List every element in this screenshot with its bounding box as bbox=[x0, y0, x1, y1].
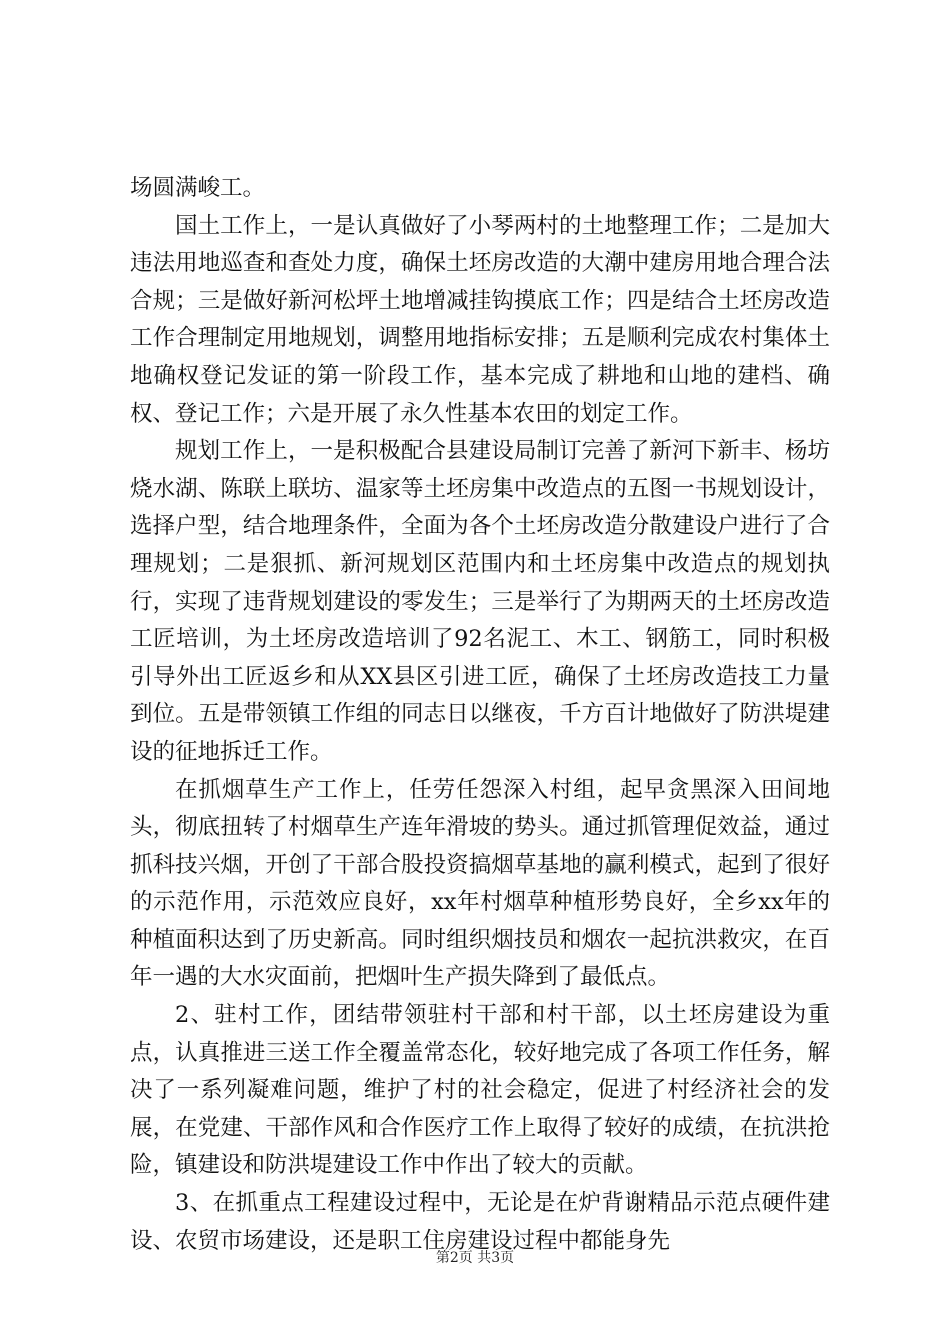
paragraph-continuation: 场圆满峻工。 bbox=[130, 175, 266, 201]
paragraph-village-work: 2、驻村工作，团结带领驻村干部和村干部，以土坯房建设为重点，认真推进三送工作全覆盖常态化，较好地完成了各项工作任务，解决了一系列凝难问题，维护了村的社会稳定，促进了村经济社会的发展，在党建、干部作风和合作医疗工作上取得了较好的成绩，在抗洪抢险，镇建设和防洪堤建设工作中作出了较大的贡献。 bbox=[130, 1002, 830, 1179]
document-body bbox=[130, 170, 830, 1260]
paragraph-planning-work: 规划工作上，一是积极配合县建设局制订完善了新河下新丰、杨坊烧水湖、陈联上联坊、温家等土坯房集中改造点的五图一书规划设计，选择户型，结合地理条件，全面为各个土坯房改造分散建设户进行了合理规划；二是狠抓、新河规划区范围内和土坯房集中改造点的规划执行，实现了违背规划建设的零发生；三是举行了为期两天的土坯房改造工匠培训，为土坯房改造培训了92名泥工、木工、钢筋工，同时积极引导外出工匠返乡和从XX县区引进工匠，确保了土坯房改造技工力量到位。五是带领镇工作组的同志日以继夜，千方百计地做好了防洪堤建设的征地拆迁工作。 bbox=[130, 438, 830, 765]
paragraph-key-projects: 3、在抓重点工程建设过程中，无论是在炉背谢精品示范点硬件建设、农贸市场建设，还是职工住房建设过程中都能身先 bbox=[130, 1190, 830, 1254]
page-number-footer: 第2页 共3页 bbox=[435, 1250, 515, 1266]
paragraph-land-work: 国土工作上，一是认真做好了小琴两村的土地整理工作；二是加大违法用地巡查和查处力度，确保土坯房改造的大潮中建房用地合理合法合规；三是做好新河松坪土地增减挂钩摸底工作；四是结合土坯房改造工作合理制定用地规划，调整用地指标安排；五是顺利完成农村集体土地确权登记发证的第一阶段工作，基本完成了耕地和山地的建档、确权、登记工作；六是开展了永久性基本农田的划定工作。 bbox=[130, 212, 830, 427]
paragraph-tobacco-work: 在抓烟草生产工作上，任劳任怨深入村组，起早贪黑深入田间地头，彻底扭转了村烟草生产连年滑坡的势头。通过抓管理促效益，通过抓科技兴烟，开创了干部合股投资搞烟草基地的赢利模式，起到了很好的示范作用，示范效应良好，xx年村烟草种植形势良好，全乡xx年的种植面积达到了历史新高。同时组织烟技员和烟农一起抗洪救灾，在百年一遇的大水灾面前，把烟叶生产损失降到了最低点。 bbox=[130, 776, 830, 991]
